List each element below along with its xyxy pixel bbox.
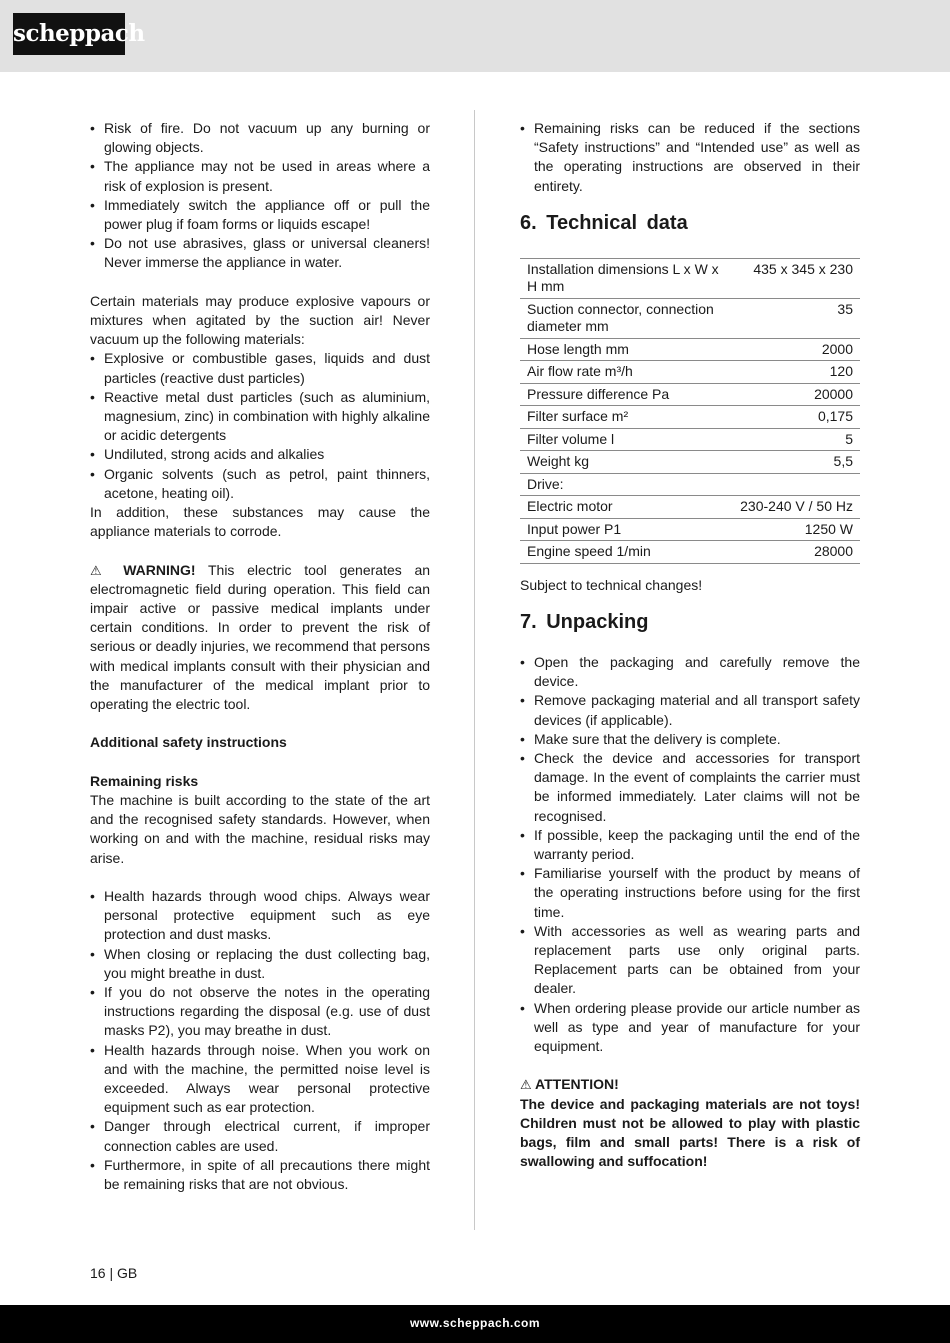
attention-text: The device and packaging materials are not toys! Children must not be allowed to play with plastic bags, film and small parts! There is a risk of swallowing and suffocation! [520, 1095, 860, 1170]
page-footer-meta [90, 1264, 137, 1282]
remaining-risks-list [520, 119, 860, 196]
attention-label: ATTENTION! [535, 1076, 619, 1093]
materials-list [90, 349, 430, 503]
table-row [520, 258, 860, 298]
technical-data-table [520, 258, 860, 564]
table-row [520, 518, 860, 541]
list-item: • Health hazards through wood chips. Always wear personal protective equipment such as eye protection and dust masks. [90, 887, 430, 945]
website-link[interactable]: www.scheppach.com [409, 1316, 541, 1330]
page-number: 16 [90, 1265, 106, 1281]
list-item: • The appliance may not be used in areas where a risk of explosion is present. [90, 157, 430, 195]
table-cell-value: 1250 W [733, 518, 860, 541]
risks-list [90, 887, 430, 1194]
list-item: • Risk of fire. Do not vacuum up any burning or glowing objects. [90, 119, 430, 157]
list-item: • Organic solvents (such as petrol, paint thinners, acetone, heating oil). [90, 465, 430, 503]
table-cell-label: Filter surface m² [520, 406, 733, 429]
table-cell-label: Drive: [520, 473, 733, 496]
list-item: • Check the device and accessories for transport damage. In the event of complaints the carrier must be informed immediately. Later claims will not be recognised. [520, 749, 860, 826]
table-cell-label: Pressure difference Pa [520, 383, 733, 406]
warning-paragraph [90, 561, 430, 715]
list-item: • Do not use abrasives, glass or universal cleaners! Never immerse the appliance in water. [90, 234, 430, 272]
list-item: • Danger through electrical current, if improper connection cables are used. [90, 1117, 430, 1155]
table-cell-value: 20000 [733, 383, 860, 406]
table-cell-value: 230-240 V / 50 Hz [733, 496, 860, 519]
unpacking-heading: 7. Unpacking [520, 611, 649, 634]
list-item: • Remove packaging material and all transport safety devices (if applicable). [520, 691, 860, 729]
table-row [520, 361, 860, 384]
list-item: • Immediately switch the appliance off or pull the power plug if foam forms or liquids escape! [90, 196, 430, 234]
warning-text: This electric tool generates an electromagnetic field during operation. This field can impair active or passive medical implants under certain conditions. In order to prevent the risk of serious or deadly injuries, we recommend that persons with medical implants consult with their physician and the manufacturer of the medical implant prior to operating the electric tool. [90, 561, 431, 713]
table-row [520, 338, 860, 361]
materials-intro: Certain materials may produce explosive vapours or mixtures when agitated by the suction air! Never vacuum up the following materials: [90, 292, 430, 348]
table-cell-label: Filter volume l [520, 428, 733, 451]
list-item: • When ordering please provide our article number as well as type and year of manufacture for your equipment. [520, 999, 860, 1057]
remaining-risks-text: The machine is built according to the state of the art and the recognised safety standards. However, when working on and with the machine, residual risks may arise. [90, 792, 430, 866]
table-cell-label: Engine speed 1/min [520, 541, 733, 564]
table-cell-label: Weight kg [520, 451, 733, 474]
list-item: • Familiarise yourself with the product by means of the operating instructions before using for the first time. [520, 864, 860, 922]
list-item: • Explosive or combustible gases, liquids and dust particles (reactive dust particles) [90, 349, 430, 387]
table-cell-value: 120 [733, 361, 860, 384]
list-item: • Furthermore, in spite of all precautions there might be remaining risks that are not obvious. [90, 1156, 430, 1194]
list-item: • Make sure that the delivery is complete. [520, 730, 860, 749]
list-item: • With accessories as well as wearing parts and replacement parts use only original parts. Replacement parts can be obtained from your dealer. [520, 922, 860, 999]
table-cell-value: 5,5 [733, 451, 860, 474]
remaining-risks-heading: Remaining risks [90, 772, 199, 789]
table-row [520, 541, 860, 564]
table-cell-label: Installation dimensions L x W x H mm [520, 258, 733, 298]
table-row [520, 473, 860, 496]
table-cell-label: Electric motor [520, 496, 733, 519]
table-row [520, 406, 860, 429]
attention-heading [520, 1075, 860, 1094]
list-item: • Reactive metal dust particles (such as aluminium, magnesium, zinc) in combination with highly alkaline or acidic detergents [90, 388, 430, 446]
table-cell-value: 35 [733, 298, 860, 338]
list-item: • Open the packaging and carefully remove the device. [520, 653, 860, 691]
scheppach-logo: scheppach [13, 13, 125, 55]
safety-bullet-list [90, 119, 430, 273]
table-cell-value: 0,175 [733, 406, 860, 429]
list-item: • Health hazards through noise. When you work on and with the machine, the permitted noise level is exceeded. Always wear personal protective equipment such as ear protection. [90, 1041, 430, 1118]
table-cell-value: 5 [733, 428, 860, 451]
column-divider [474, 110, 475, 1230]
technical-data-heading: 6. Technical data [520, 211, 688, 234]
list-item: • When closing or replacing the dust collecting bag, you might breathe in dust. [90, 945, 430, 983]
page-separator: | [109, 1265, 114, 1281]
warning-triangle-icon: ⚠ [520, 1077, 532, 1093]
technical-changes-note: Subject to technical changes! [520, 576, 703, 593]
header-band [0, 0, 950, 72]
table-cell-label: Air flow rate m³/h [520, 361, 733, 384]
materials-outro: In addition, these substances may cause the appliance materials to corrode. [90, 504, 430, 540]
list-item: • If you do not observe the notes in the operating instructions regarding the disposal (e.g. use of dust masks P2), you may breathe in dust. [90, 983, 430, 1041]
table-cell-label: Suction connector, connection diameter mm [520, 298, 733, 338]
table-row [520, 451, 860, 474]
table-cell-value [733, 473, 860, 496]
warning-label: WARNING! [123, 561, 196, 578]
footer-band [0, 1305, 950, 1343]
table-cell-label: Input power P1 [520, 518, 733, 541]
list-item: • If possible, keep the packaging until the end of the warranty period. [520, 826, 860, 864]
left-column [90, 119, 430, 1194]
table-row [520, 383, 860, 406]
right-column [520, 119, 860, 1171]
warning-triangle-icon: ⚠ [90, 562, 111, 578]
unpacking-list [520, 653, 860, 1056]
table-row [520, 428, 860, 451]
table-cell-value: 435 x 345 x 230 [733, 258, 860, 298]
table-cell-label: Hose length mm [520, 338, 733, 361]
table-cell-value: 28000 [733, 541, 860, 564]
list-item: • Remaining risks can be reduced if the sections “Safety instructions” and “Intended use” as well as the operating instructions are observed in their entirety. [520, 119, 860, 196]
table-cell-value: 2000 [733, 338, 860, 361]
list-item: • Undiluted, strong acids and alkalies [90, 445, 430, 464]
language-code: GB [117, 1265, 138, 1281]
table-row [520, 496, 860, 519]
additional-safety-heading: Additional safety instructions [90, 734, 287, 751]
table-row [520, 298, 860, 338]
